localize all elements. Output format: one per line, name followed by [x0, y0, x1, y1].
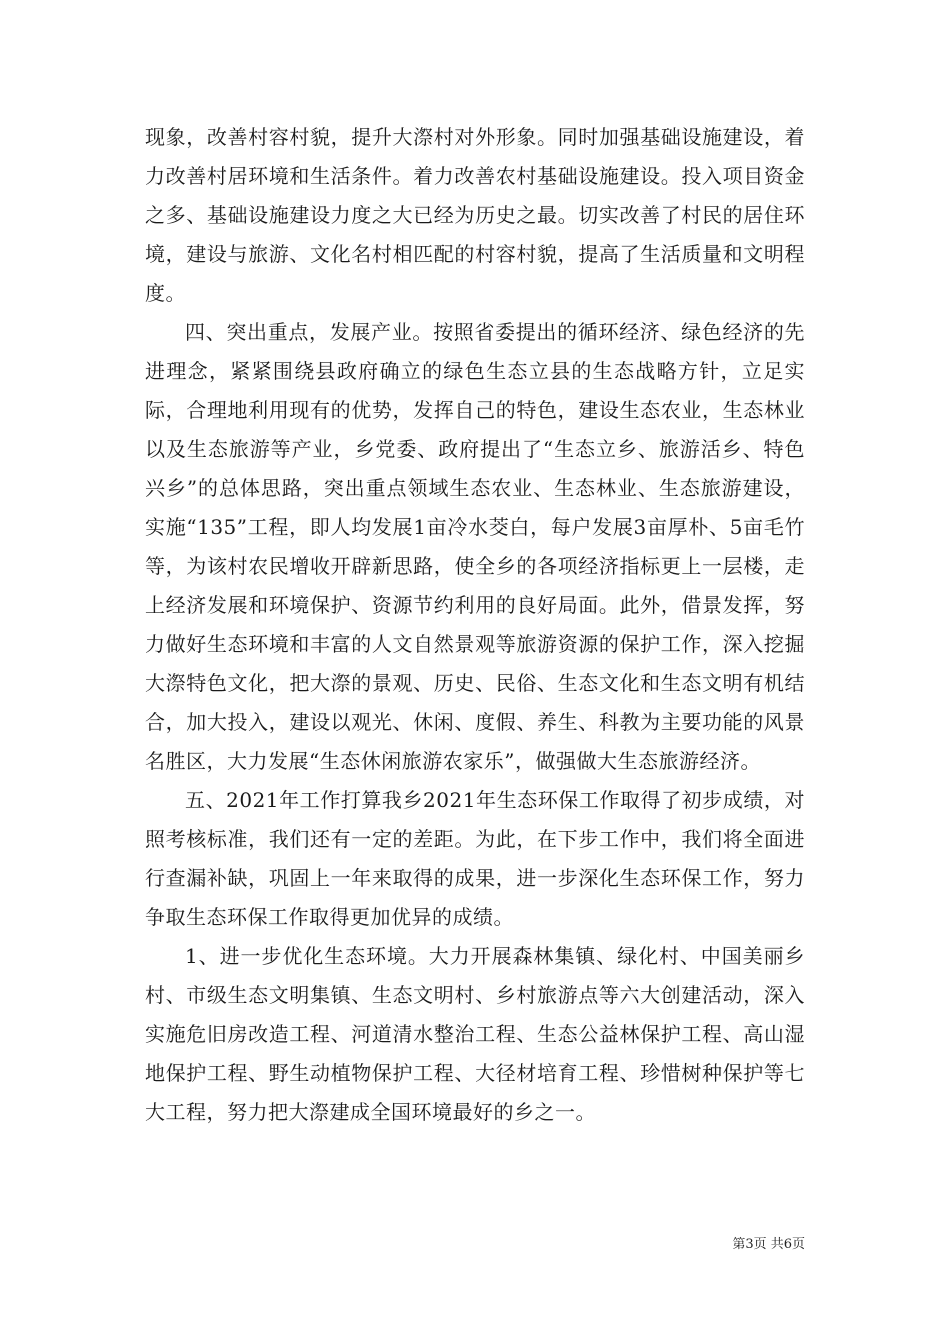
paragraph-section-four: 四、突出重点，发展产业。按照省委提出的循环经济、绿色经济的先进理念，紧紧围绕县政府确立的绿色生态立县的生态战略方针，立足实际，合理地利用现有的优势，发挥自己的特色，建设生态农业，生态林业以及生态旅游等产业，乡党委、政府提出了“生态立乡、旅游活乡、特色兴乡”的总体思路，突出重点领域生态农业、生态林业、生态旅游建设，实施“135”工程，即人均发展1亩冷水茭白，每户发展3亩厚朴、5亩毛竹等，为该村农民增收开辟新思路，使全乡的各项经济指标更上一层楼，走上经济发展和环境保护、资源节约利用的良好局面。此外，借景发挥，努力做好生态环境和丰富的人文自然景观等旅游资源的保护工作，深入挖掘大漈特色文化，把大漈的景观、历史、民俗、生态文化和生态文明有机结合，加大投入，建设以观光、休闲、度假、养生、科教为主要功能的风景名胜区，大力发展“生态休闲旅游农家乐”，做强做大生态旅游经济。 [145, 320, 805, 773]
paragraph-village-improvement: 现象，改善村容村貌，提升大漈村对外形象。同时加强基础设施建设，着力改善村居环境和生活条件。着力改善农村基础设施建设。投入项目资金之多、基础设施建设力度之大已经为历史之最。切实改善了村民的居住环境，建设与旅游、文化名村相匹配的村容村貌，提高了生活质量和文明程度。 [145, 125, 805, 305]
document-page [145, 118, 805, 1132]
paragraph-item-one: 1、进一步优化生态环境。大力开展森林集镇、绿化村、中国美丽乡村、市级生态文明集镇、生态文明村、乡村旅游点等六大创建活动，深入实施危旧房改造工程、河道清水整治工程、生态公益林保护工程、高山湿地保护工程、野生动植物保护工程、大径材培育工程、珍惜树种保护等七大工程，努力把大漈建成全国环境最好的乡之一。 [145, 944, 805, 1124]
paragraph-section-five: 五、2021年工作打算我乡2021年生态环保工作取得了初步成绩，对照考核标准，我们还有一定的差距。为此，在下步工作中，我们将全面进行查漏补缺，巩固上一年来取得的成果，进一步深化生态环保工作，努力争取生态环保工作取得更加优异的成绩。 [145, 788, 805, 929]
page-number: 第3页 共6页 [732, 1237, 805, 1252]
